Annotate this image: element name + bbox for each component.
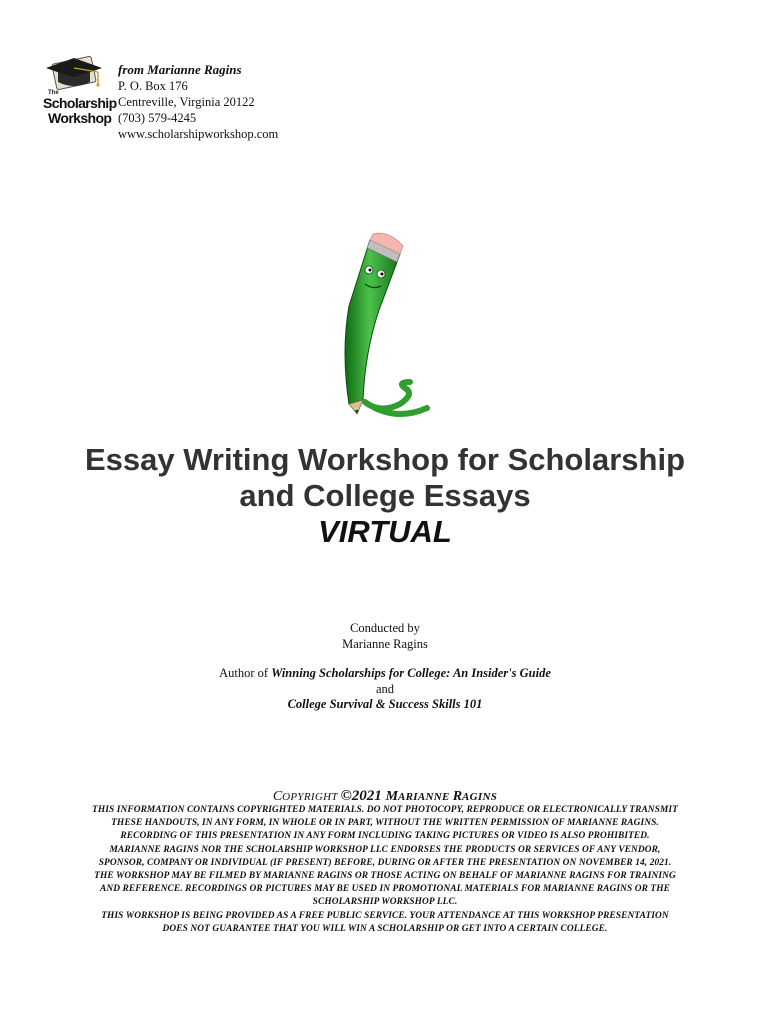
address-line-2: Centreville, Virginia 20122 (118, 95, 255, 109)
author-of-label: Author of (219, 666, 272, 680)
legal-notice (88, 804, 682, 936)
green-pencil-icon (305, 232, 440, 422)
address-line-1: P. O. Box 176 (118, 79, 188, 93)
credits-block (0, 621, 770, 713)
logo-scholarship-text: Scholarship (43, 95, 117, 111)
conducted-by-label: Conducted by (350, 621, 420, 635)
copyright-c: C (272, 789, 283, 804)
copyright-heading (0, 788, 770, 805)
copyright-name-r: R (452, 789, 463, 804)
website-url: www.scholarshipworkshop.com (118, 127, 279, 141)
title-line-1: Essay Writing Workshop for Scholarship (84, 442, 686, 477)
phone-number: (703) 579-4245 (118, 111, 197, 125)
document-title (0, 442, 770, 550)
book-title-1: Winning Scholarships for College: An Insider's Guide (271, 666, 551, 680)
book-title-2: College Survival & Success Skills 101 (287, 697, 483, 711)
presenter-name: Marianne Ragins (342, 636, 428, 651)
copyright-name-agins: AGINS (462, 791, 498, 803)
author-line (0, 666, 770, 682)
copyright-name-arianne: ARIANNE (398, 791, 453, 803)
and-label: and (375, 681, 395, 696)
sender-block (118, 62, 278, 142)
copyright-name-m: M (385, 789, 399, 804)
logo-the-text: The (48, 90, 59, 96)
title-line-2: and College Essays (239, 478, 531, 513)
notice-paragraph-2: MARIANNE RAGINS NOR THE SCHOLARSHIP WORKSHOP LLC ENDORSES THE PRODUCTS OR SERVICES OF ANY VENDOR, SPONSOR, COMPANY OR INDIVIDUAL (IF PRESENT) BEFORE, DURING OR AFTER THE PRESENTATION ON NOVEMBER 14, 2021. THE WORKSHOP MAY BE FILMED BY MARIANNE RAGINS OR THOSE ACTING ON BEHALF OF MARIANNE RAGINS FOR TRAINING AND REFERENCE. RECORDINGS OR PICTURES MAY BE USED IN PROMOTIONAL MATERIALS FOR MARIANNE RAGINS OR THE SCHOLARSHIP WORKSHOP LLC. (94, 844, 676, 908)
sender-from: from Marianne Ragins (118, 62, 242, 77)
copyright-year: ©2021 (340, 788, 386, 804)
copyright-word: OPYRIGHT (282, 791, 341, 803)
notice-paragraph-3: THIS WORKSHOP IS BEING PROVIDED AS A FREE PUBLIC SERVICE. YOUR ATTENDANCE AT THIS WORKSHOP PRESENTATION DOES NOT GUARANTEE THAT YOU WILL WIN A SCHOLARSHIP OR GET INTO A CERTAIN COLLEGE. (101, 910, 669, 934)
pencil-mascot-illustration (305, 232, 440, 422)
notice-paragraph-1: THIS INFORMATION CONTAINS COPYRIGHTED MATERIALS. DO NOT PHOTOCOPY, REPRODUCE OR ELECTRONICALLY TRANSMIT THESE HANDOUTS, IN ANY FORM, IN WHOLE OR IN PART, WITHOUT THE WRITTEN PERMISSION OF MARIANNE RAGINS. RECORDING OF THIS PRESENTATION IN ANY FORM INCLUDING TAKING PICTURES OR VIDEO IS ALSO PROHIBITED. (92, 805, 678, 842)
scholarship-workshop-logo (40, 54, 117, 128)
logo-workshop-text: Workshop (48, 110, 112, 126)
graduation-cap-icon (40, 54, 108, 94)
title-virtual: VIRTUAL (318, 514, 452, 549)
